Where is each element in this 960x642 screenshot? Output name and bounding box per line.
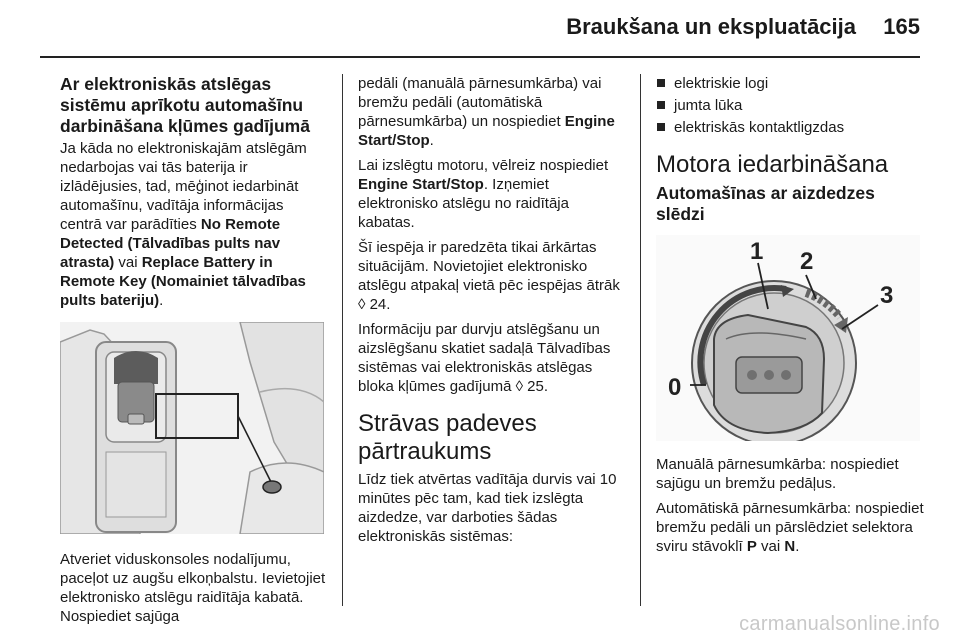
ignition-switch-drawing — [656, 235, 920, 441]
header-rule — [40, 56, 920, 58]
paragraph: Automātiskā pārnesumkārba: nospiediet bremžu pedāli un pārslēdziet selektora sviru stāvoklī P vai N. — [656, 500, 924, 555]
paragraph: Ja kāda no elektroniskajām atslēgām nedarbojas vai tās baterija ir izlādējusies, tad, mēģinot iedarbināt automašīnu, vadītāja informācijas centrā var parādīties No Remote Detected (Tālvadības pults nav atrasta) vai Replace Battery in Remote Key (Nomainiet tālvadības pults bateriju). — [60, 140, 307, 309]
paragraph: Šī iespēja ir paredzēta tikai ārkārtas situācijām. Novietojiet elektronisko atslēgu atpakaļ vietā pēc iespējas ātrāk ◊ 24. — [358, 239, 620, 313]
subsection-heading: Automašīnas ar aizdedzes slēdzi — [656, 183, 875, 224]
paragraph: Lai izslēgtu motoru, vēlreiz nospiediet Engine Start/Stop. Izņemiet elektronisko atslēgu no raidītāja kabatas. — [358, 157, 609, 231]
position-label-2: 2 — [800, 248, 814, 275]
paragraph: Atveriet viduskonsoles nodalījumu, paceļot uz augšu elkoņbalstu. Ievietojiet elektronisko atslēgu raidītāja kabatā. Nospiediet sajūga — [60, 551, 326, 625]
list-item: elektriskās kontaktligzdas — [656, 118, 924, 137]
column-1 — [60, 74, 326, 632]
bullet-square-icon — [657, 123, 665, 131]
column-2 — [358, 74, 626, 552]
console-compartment-drawing — [60, 322, 324, 534]
paragraph: pedāli (manuālā pārnesumkārba) vai bremžu pedāli (automātiskā pārnesumkārba) un nospiediet Engine Start/Stop. — [358, 75, 615, 149]
section-heading: Motora iedarbināšana — [656, 151, 889, 178]
ignition-switch-illustration — [656, 235, 920, 441]
bullet-list — [656, 74, 924, 137]
position-label-3: 3 — [880, 282, 894, 309]
bullet-square-icon — [657, 101, 665, 109]
list-item: elektriskie logi — [656, 74, 924, 93]
paragraph: Līdz tiek atvērtas vadītāja durvis vai 10 minūtes pēc tam, kad tiek izslēgta aizdedze, var darboties šādas elektroniskās sistēmas: — [358, 471, 617, 545]
paragraph: Manuālā pārnesumkārba: nospiediet sajūgu un bremžu pedāļus. — [656, 456, 899, 492]
column-divider — [342, 74, 343, 606]
position-label-0: 0 — [668, 374, 682, 401]
column-divider — [640, 74, 641, 606]
page-header — [0, 0, 960, 60]
page-number: 165 — [883, 14, 920, 39]
running-title: Braukšana un ekspluatācija — [566, 14, 856, 39]
paragraph: Informāciju par durvju atslēgšanu un aizslēgšanu skatiet sadaļā Tālvadības sistēmas vai elektroniskās atslēgas bloka kļūmes gadījumā ◊ 25. — [358, 321, 611, 395]
column-3 — [656, 74, 924, 562]
list-item: jumta lūka — [656, 96, 924, 115]
subsection-heading: Ar elektroniskās atslēgas sistēmu aprīkotu automašīnu darbināšana kļūmes gadījumā — [60, 74, 310, 136]
watermark: carmanualsonline.info — [739, 613, 940, 635]
section-heading: Strāvas padeves pārtraukums — [358, 410, 537, 465]
console-compartment-illustration — [60, 322, 324, 534]
position-label-1: 1 — [750, 238, 764, 265]
bullet-square-icon — [657, 79, 665, 87]
